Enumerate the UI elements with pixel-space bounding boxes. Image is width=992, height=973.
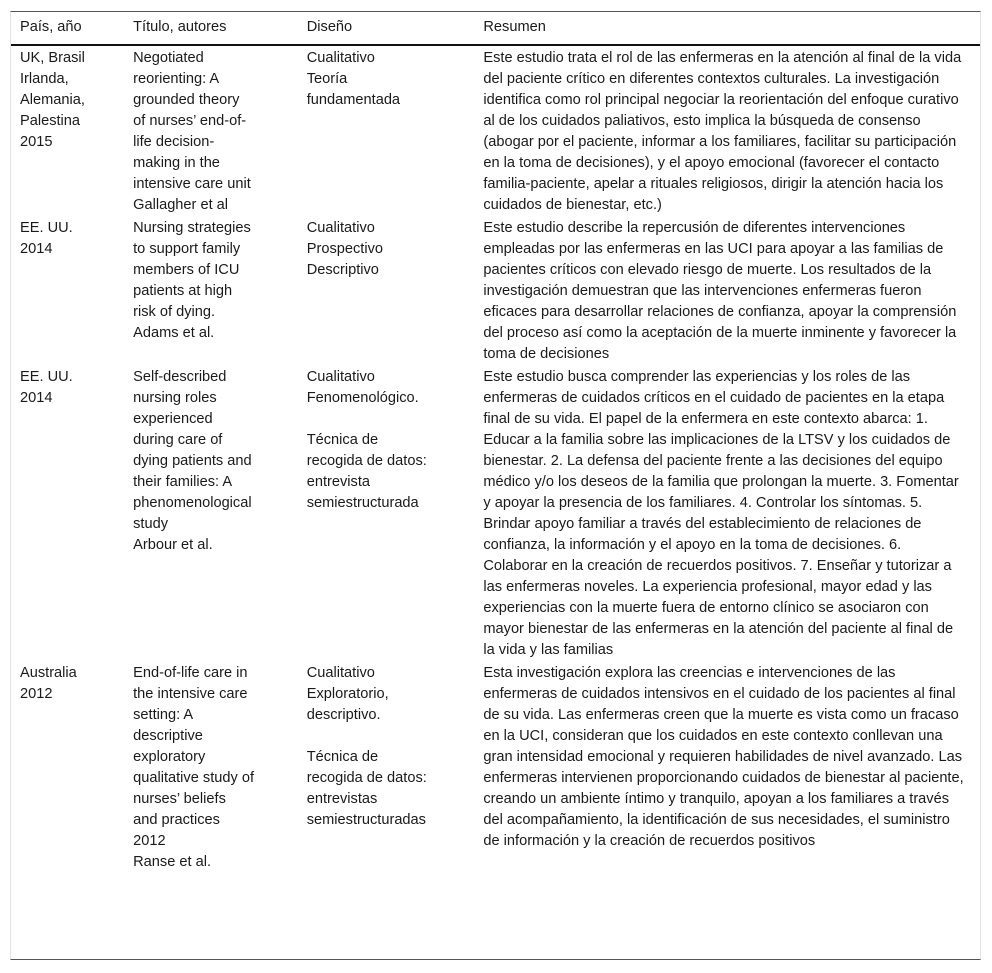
table-body	[11, 45, 980, 873]
table-header-row	[11, 12, 980, 45]
cell-pais-ano	[11, 45, 133, 216]
cell-titulo-autores-line: members of ICU	[133, 262, 240, 278]
cell-pais-ano-line: 2015	[20, 134, 53, 150]
cell-diseno-line: recogida de datos:	[306, 453, 427, 469]
cell-pais-ano-line: Australia	[20, 665, 77, 681]
cell-pais-ano-line: Irlanda,	[20, 71, 69, 87]
cell-titulo-autores-line: patients at high	[133, 283, 233, 299]
cell-titulo-autores	[133, 365, 307, 661]
cell-diseno-line: semiestructuradas	[306, 812, 426, 828]
cell-diseno-line: Técnica de	[306, 432, 379, 448]
cell-diseno-line	[307, 409, 484, 430]
cell-titulo-autores-line: and practices	[133, 812, 220, 828]
cell-diseno	[307, 45, 484, 216]
cell-titulo-autores-line: descriptive	[133, 728, 203, 744]
header-titulo-autores: Título, autores	[133, 12, 307, 45]
cell-pais-ano	[11, 216, 133, 365]
cell-resumen: Este estudio describe la repercusión de diferentes intervenciones empleadas por las enfermeras en las UCI para apoyar a las familias de pacientes críticos con elevado riesgo de muerte. Los resultados de la investigación demuestran que las intervenciones enfermeras fueron eficaces para desarrollar relaciones de confianza, apoyar la comprensión del proceso así como la aceptación de la muerte inminente y favorecer la toma de decisiones	[483, 220, 957, 362]
cell-titulo-autores-line: study	[133, 516, 169, 532]
cell-diseno-line: Cualitativo	[306, 50, 375, 66]
cell-pais-ano-line: Palestina	[20, 113, 81, 129]
cell-titulo-autores-line: the intensive care	[133, 686, 248, 702]
cell-pais-ano-line: EE. UU.	[20, 369, 73, 385]
cell-resumen: Este estudio trata el rol de las enfermeras en la atención al final de la vida del paciente crítico en diferentes contextos culturales. La investigación identifica como rol principal negociar la reorientación del enfoque curativo al de los cuidados paliativos, esto implica la búsqueda de consenso (abogar por el paciente, informar a los familiares, facilitar su participación en la toma de decisiones), y el apoyo emocional (favorecer el contacto familia-paciente, apelar a rituales religiosos, dirigir la atención hacia los cuidados de bienestar, etc.)	[483, 50, 962, 213]
cell-titulo-autores-line: risk of dying.	[133, 304, 216, 320]
cell-titulo-autores-line: intensive care unit	[133, 176, 251, 192]
cell-titulo-autores-line: their families: A	[133, 474, 233, 490]
cell-pais-ano-line: EE. UU.	[20, 220, 73, 236]
cell-diseno	[307, 661, 484, 873]
cell-diseno-line: Cualitativo	[306, 665, 375, 681]
cell-titulo-autores-line: making in the	[133, 155, 220, 171]
cell-diseno-line: Técnica de	[306, 749, 379, 765]
header-resumen: Resumen	[483, 12, 980, 45]
cell-titulo-autores	[133, 45, 307, 216]
cell-diseno-line: Prospectivo	[306, 241, 383, 257]
cell-diseno-line: Fenomenológico.	[306, 390, 419, 406]
cell-diseno-line: entrevista	[306, 474, 371, 490]
cell-diseno-line: fundamentada	[306, 92, 401, 108]
cell-pais-ano-line: Alemania,	[20, 92, 85, 108]
cell-diseno-line: recogida de datos:	[306, 770, 427, 786]
cell-titulo-autores-line: during care of	[133, 432, 223, 448]
cell-pais-ano-line: 2014	[20, 241, 53, 257]
cell-titulo-autores	[133, 216, 307, 365]
cell-diseno	[307, 365, 484, 661]
cell-diseno-line: Teoría	[306, 71, 348, 87]
cell-titulo-autores-line: setting: A	[133, 707, 194, 723]
cell-diseno-line	[307, 726, 484, 747]
cell-pais-ano-line: UK, Brasil	[20, 50, 85, 66]
cell-titulo-autores-line: exploratory	[133, 749, 206, 765]
cell-titulo-autores-line: of nurses’ end-of-	[133, 113, 247, 129]
header-pais-ano: País, año	[11, 12, 133, 45]
cell-titulo-autores-line: Adams et al.	[133, 325, 215, 341]
cell-titulo-autores-line: Negotiated	[133, 50, 204, 66]
cell-titulo-autores-line: nurses’ beliefs	[133, 791, 226, 807]
cell-titulo-autores-line: phenomenological	[133, 495, 252, 511]
cell-titulo-autores-line: dying patients and	[133, 453, 252, 469]
cell-titulo-autores-line: qualitative study of	[133, 770, 255, 786]
cell-pais-ano	[11, 365, 133, 661]
cell-diseno-line: semiestructurada	[306, 495, 419, 511]
cell-titulo-autores-line: experienced	[133, 411, 213, 427]
studies-table	[11, 12, 980, 873]
cell-titulo-autores-line: Gallagher et al	[133, 197, 229, 213]
cell-titulo-autores-line: Ranse et al.	[133, 854, 212, 870]
cell-diseno-line: entrevistas	[306, 791, 378, 807]
cell-diseno	[307, 216, 484, 365]
cell-resumen: Este estudio busca comprender las experiencias y los roles de las enfermeras de cuidados críticos en el cuidado de pacientes en la etapa final de su vida. El papel de la enfermera en este contexto abarca: 1. Educar a la familia sobre las implicaciones de la LTSV y los cuidados de bienestar. 2. La defensa del paciente frente a las decisiones del equipo médico y/o los deseos de la familia que prolongan la muerte. 3. Fomentar y apoyar la presencia de los familiares. 4. Controlar los síntomas. 5. Brindar apoyo familiar a través del establecimiento de relaciones de confianza, la información y el apoyo en la toma de decisiones. 6. Colaborar en la creación de recuerdos positivos. 7. Enseñar y tutorizar a las enfermeras noveles. La experiencia profesional, mayor edad y las experiencias con la muerte fuera de entorno clínico se asociaron con mayor bienestar de las enfermeras en la atención del paciente al final de la vida y las familias	[483, 369, 959, 658]
cell-diseno-line: descriptivo.	[306, 707, 381, 723]
cell-diseno-line: Exploratorio,	[306, 686, 389, 702]
cell-diseno-line: Descriptivo	[306, 262, 379, 278]
cell-diseno-line: Cualitativo	[306, 220, 375, 236]
studies-table-container	[10, 11, 981, 960]
table-row	[11, 661, 980, 873]
cell-titulo-autores-line: Arbour et al.	[133, 537, 213, 553]
table-row	[11, 45, 980, 216]
cell-titulo-autores-line: grounded theory	[133, 92, 240, 108]
cell-resumen: Esta investigación explora las creencias e intervenciones de las enfermeras de cuidados intensivos en el cuidado de los pacientes al final de su vida. Las enfermeras creen que la muerte es vista como un fracaso en la UCI, consideran que los cuidados en este contexto conllevan una gran intensidad emocional y requieren habilidades de nivel avanzado. Las enfermeras intervienen proporcionando cuidados de bienestar al paciente, creando un ambiente íntimo y tranquilo, apoyan a los familiares a través del acompañamiento, la identificación de sus necesidades, el suministro de información y la creación de recuerdos positivos	[483, 665, 964, 849]
cell-titulo-autores-line: nursing roles	[133, 390, 217, 406]
cell-titulo-autores-line: End-of-life care in	[133, 665, 248, 681]
table-row	[11, 365, 980, 661]
cell-pais-ano	[11, 661, 133, 873]
cell-diseno-line: Cualitativo	[306, 369, 375, 385]
table-row	[11, 216, 980, 365]
cell-titulo-autores-line: Self-described	[133, 369, 227, 385]
cell-titulo-autores	[133, 661, 307, 873]
cell-titulo-autores-line: Nursing strategies	[133, 220, 251, 236]
cell-pais-ano-line: 2012	[20, 686, 53, 702]
cell-titulo-autores-line: life decision-	[133, 134, 215, 150]
cell-pais-ano-line: 2014	[20, 390, 53, 406]
cell-titulo-autores-line: reorienting: A	[133, 71, 220, 87]
header-diseno: Diseño	[307, 12, 484, 45]
cell-titulo-autores-line: 2012	[133, 833, 166, 849]
cell-titulo-autores-line: to support family	[133, 241, 241, 257]
